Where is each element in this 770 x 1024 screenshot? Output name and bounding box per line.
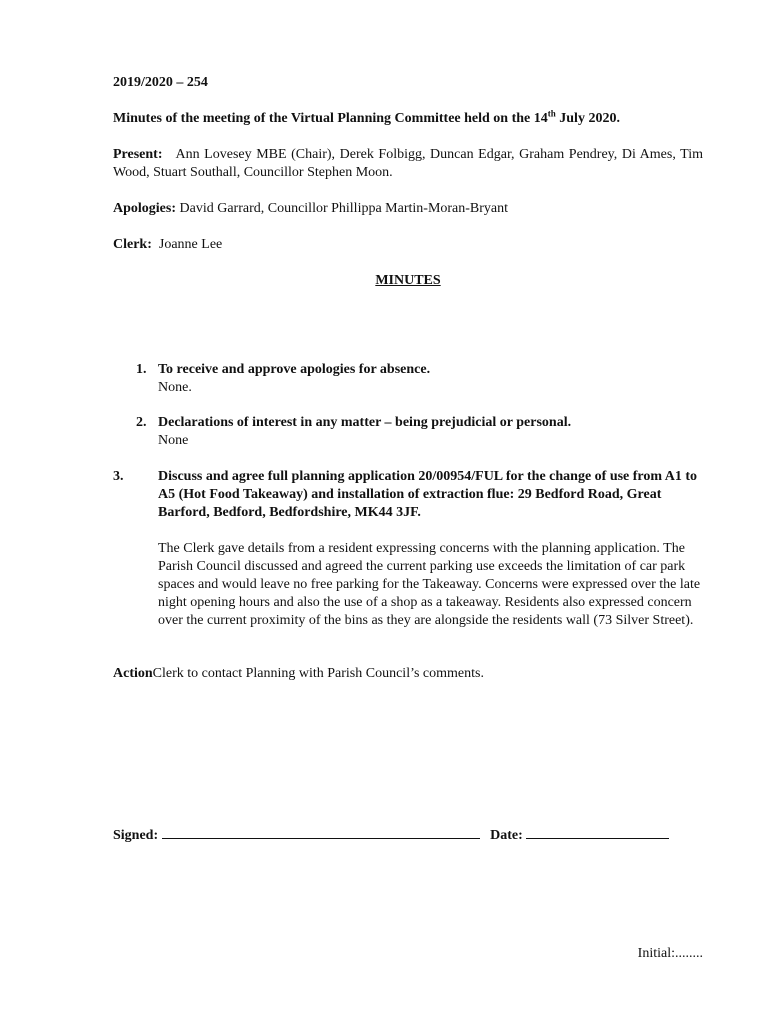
- item-heading: To receive and approve apologies for absence.: [158, 362, 431, 377]
- item-body: None.: [158, 380, 192, 395]
- signed-label: Signed:: [113, 828, 159, 843]
- item-number: 3.: [113, 469, 124, 484]
- item-number: 2.: [136, 415, 147, 430]
- action-label: Action: [113, 666, 153, 681]
- date-line: [526, 824, 669, 839]
- clerk-paragraph: [113, 236, 222, 254]
- clerk-label: Clerk:: [113, 237, 152, 252]
- item-heading: Discuss and agree full planning application 20/00954/FUL for the change of use from A1 to A5 (Hot Food Takeaway) and installation of extraction flue: 29 Bedford Road, Great Barford, Bedford, Bedfordshire, MK44 3JF.: [158, 469, 698, 520]
- action-text: Clerk to contact Planning with Parish Council’s comments.: [152, 666, 484, 681]
- item-body: The Clerk gave details from a resident expressing concerns with the planning application. The Parish Council discussed and agreed the current parking use exceeds the limitation of car park spaces and would leave no free parking for the Takeaway. Concerns were expressed over the late night opening hours and also the use of a shop as a takeaway. Residents also expressed concern over the current proximity of the bins as they are alongside the residents wall (73 Silver Street).: [158, 541, 701, 628]
- apologies-label: Apologies:: [113, 201, 176, 216]
- agenda-item: [158, 361, 706, 397]
- apologies-names: David Garrard, Councillor Phillippa Martin-Moran-Bryant: [179, 201, 509, 216]
- agenda-item: [158, 414, 706, 450]
- item-body: None: [158, 433, 189, 448]
- signature-line: [162, 824, 480, 839]
- title-suffix: July 2020.: [555, 111, 620, 126]
- minutes-heading: MINUTES: [375, 273, 441, 288]
- page-title: [113, 110, 620, 128]
- signature-row: [113, 824, 669, 845]
- date-label: Date:: [490, 828, 523, 843]
- action-line: [113, 665, 484, 683]
- item-number: 1.: [136, 362, 147, 377]
- title-superscript: th: [547, 108, 556, 119]
- agenda-item: [158, 468, 706, 630]
- present-paragraph: [113, 146, 703, 182]
- document-reference: 2019/2020 – 254: [113, 75, 208, 90]
- initial-field: Initial:........: [637, 946, 703, 961]
- title-prefix: Minutes of the meeting of the Virtual Planning Committee held on the 14: [113, 111, 548, 126]
- clerk-name: Joanne Lee: [158, 237, 223, 252]
- apologies-paragraph: [113, 200, 508, 218]
- present-label: Present:: [113, 147, 163, 162]
- present-names: Ann Lovesey MBE (Chair), Derek Folbigg, Duncan Edgar, Graham Pendrey, Di Ames, Tim Wood, Stuart Southall, Councillor Stephen Moon.: [113, 147, 703, 180]
- item-heading: Declarations of interest in any matter – being prejudicial or personal.: [158, 415, 572, 430]
